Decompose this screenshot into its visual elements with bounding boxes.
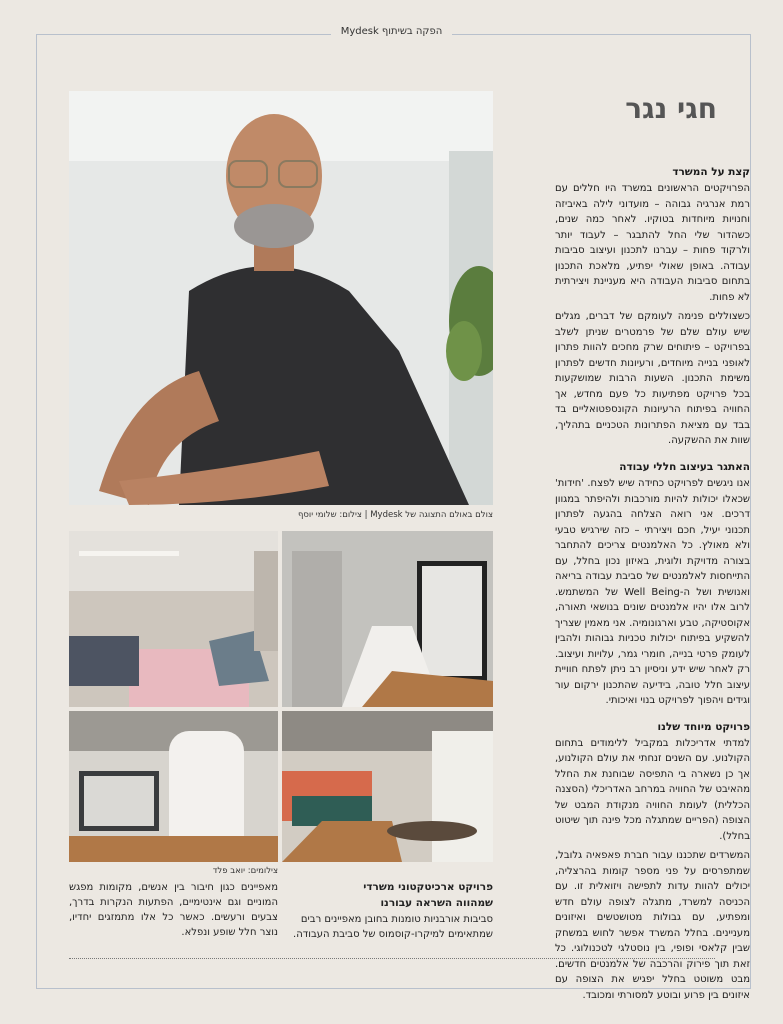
bottom-divider [69, 958, 715, 959]
main-photo-caption: צולם באולם התצוגה של Mydesk | צילום: שלומי יוסף [297, 510, 493, 520]
paragraph: למדתי אדריכלות במקביל ללימודים בתחום הקולנוע. עם השנים זנחתי את עולם הקולנוע, אך כן נשארה בי התפיסה שבוחנת את החלל מהאיבט של החוויה במרחב האדריכלי (הסצנה הכללית) לעומת החוויה מנקודת המבט של הצופה (הפריים שמתגלה מכל פינה תוך שיטוט בחלל). [555, 737, 750, 842]
portrait-illustration [69, 91, 493, 505]
section-title: פרויקט מיוחד שלנו [657, 720, 750, 733]
office-photo-lounge [69, 531, 278, 707]
inspiration-title-line2: שמהווה השראה עבורנו [380, 896, 493, 909]
office-photo-dining [282, 711, 493, 862]
paragraph: אנו ניגשים לפרויקט כחידה שיש לפצח. 'חידות' שכאלו יכולות להיות מורכבות ולהיפתר במגוון דרכים. אני רואה הצלחה בהגעה לפתרון תכנוני יעיל, חכם ויצירתי – כזה שירגיש טבעי ולא מאולץ. כל האלמנטים צריכים להתחבר בצורה מדויקת ולוגית, באיזון נכון בחלל, עם התייחסות לאלמנטים של סביבת עבודה בריאה ואנושית ושל ה-Well Being של המשתמש. לרוב אלו יהיו אלמנטים שונים בנושאי תאורה, אקוסטיקה, טבע וארגונומיה. אני מאמין שצריך להשקיע בפיתוח יכולות טכניות גבוהות ולהבין לעומק פרטי בנייה, חומרי גמר, עלויות ועיצוב. רק לאחר שיש ידע וניסיון רב ניתן לפתח חוויית עיצוב חלל טובה, בידיעה שהתכנון ירקום עור וגידים ויהפוך לפרויקט בנוי ואיכותי. [555, 478, 750, 707]
paragraph: כשצוללים פנימה לעומקם של דברים, מגלים שיש עולם שלם של פרמטרים שניתן לשלב בפרויקט – פיתוחים שרק מחכים להוות פתרון לאופני בנייה מיוחדים, ורעיונות חדשים לפתרון משימת התכנון. השעות הרבות שמושקעות בכל פרויקט מפתיעות כל פעם מחדש, אך החוויה בפיתוח הרעיונות הקונספטואליים בד בבד עם מציאת הפתרונות הטכניים בתהליך, שוות את ההשקעה. [555, 311, 750, 447]
section-special-project [555, 719, 750, 1004]
grid-photos-caption: צילומים: יואב פלד [212, 866, 278, 876]
section-about-office [555, 164, 750, 449]
portrait-photo [69, 91, 493, 505]
inspiration-text: סביבות אורבניות טומנות בחובן מאפיינים רבים שמתאימים למיקרו-קוסמוס של סביבת העבודה. [293, 913, 493, 940]
header-label-text: הפקה בשיתוף Mydesk [331, 26, 453, 37]
office-photo-curved-wall [69, 711, 278, 862]
section-title: קצת על המשרד [672, 166, 750, 178]
section-challenge [555, 459, 750, 709]
paragraph: הפרויקטים הראשונים במשרד היו חללים עם רמת אנרגיה גבוהה – מועדוני לילה באיביזה וחנויות מיוחדות בטוקיו. לאחר כמה שנים, כשהדור שלי החל להתבגר – לעבוד יותר ולרקוד פחות – עברנו לתכנון ועיצוב סביבות עבודה. באופן שאולי יפתיע, מלאכת התכנון בתחום סביבות העבודה היא מעניינת ויצירתית לא פחות. [555, 183, 750, 303]
section-title: האתגר בעיצוב חללי עבודה [619, 460, 750, 473]
header-label [0, 26, 783, 37]
person-name: חגי נגר [625, 92, 717, 125]
inspiration-continued: מאפיינים כגון חיבור בין אנשים, מקומות מפגש המוניים וגם אינטימיים, הפתעות הנקרות בדרך, צבעים ורעשים. כאשר כל אלו מתמזגים יחדיו, נוצר חלל שופע ונפלא. [69, 882, 278, 938]
paragraph: המשרדים שתכננו עבור חברת פאפאיה גלובל, שמתפרסים על פני מספר קומות בהרצליה, יכולים להוות עדות לתפישה ויזואלית זו. עם הכניסה למשרד, מתגלה לצופה עולם חדש ומפתיע, עם גבולות מטושטשים ואיזונים מעניינים. בחלל המשרד אפשר לחוש במשחק שבין קלאסי ופופי, בין נוסטלגי לטכנולוגי. כל זאת תוך פירוק והרכבה של אלמנטים חדשים. מבט משוטט בחלל יפגיש את הצופה עם איזונים בין פרוע ובוטע למסורתי ומכובד. [555, 850, 750, 1001]
inspiration-title-line1: פרויקט ארכיטקטוני משרדי [363, 881, 493, 893]
inspiration-block [282, 880, 493, 942]
article-text-column [555, 164, 750, 1013]
office-photo-corridor [282, 531, 493, 707]
